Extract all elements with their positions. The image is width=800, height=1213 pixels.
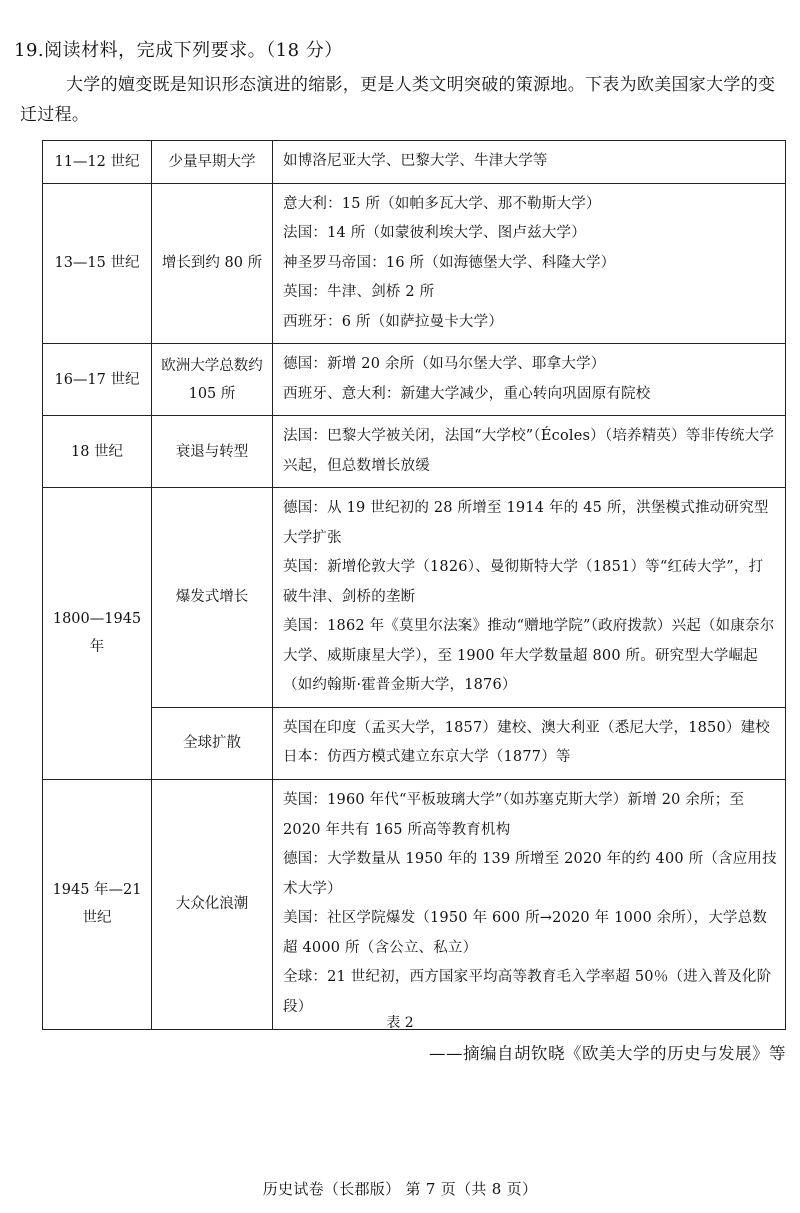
table-row [43, 779, 786, 1029]
phase-cell: 爆发式增长 [152, 488, 273, 708]
table-row [43, 141, 786, 184]
detail-cell [273, 779, 786, 1029]
detail-line: 美国：1862 年《莫里尔法案》推动“赠地学院”（政府拨款）兴起（如康奈尔大学、威斯康星大学），至 1900 年大学数量超 800 所。研究型大学崛起（如约翰斯·霍普金斯大学，1876） [283, 618, 775, 693]
era-cell: 11—12 世纪 [43, 141, 152, 184]
question-title: 19.阅读材料，完成下列要求。（18 分） [14, 40, 343, 61]
era-cell: 18 世纪 [43, 416, 152, 488]
detail-line: 意大利：15 所（如帕多瓦大学、那不勒斯大学） [283, 195, 601, 212]
table-row [43, 488, 786, 708]
table-caption: 表 2 [386, 1015, 414, 1031]
page-footer: 历史试卷（长郡版） 第 7 页（共 8 页） [262, 1180, 538, 1198]
detail-cell [273, 416, 786, 488]
table-row [43, 707, 786, 779]
detail-cell [273, 183, 786, 344]
detail-line: 德国：从 19 世纪初的 28 所增至 1914 年的 45 所，洪堡模式推动研究型大学扩张 [283, 500, 769, 546]
detail-line: 西班牙、意大利：新建大学减少，重心转向巩固原有院校 [283, 385, 651, 402]
detail-line: 英国：牛津、剑桥 2 所 [283, 284, 435, 300]
source-citation: ——摘编自胡钦晓《欧美大学的历史与发展》等 [429, 1044, 786, 1063]
detail-line: 德国：大学数量从 1950 年的 139 所增至 2020 年的约 400 所（含应用技术大学） [283, 851, 777, 897]
detail-cell [273, 141, 786, 184]
detail-line: 神圣罗马帝国：16 所（如海德堡大学、科隆大学） [283, 254, 616, 271]
phase-cell: 大众化浪潮 [152, 779, 273, 1029]
detail-line: 英国在印度（孟买大学，1857）建校、澳大利亚（悉尼大学，1850）建校 [283, 719, 771, 736]
era-cell: 16—17 世纪 [43, 344, 152, 416]
table-row [43, 344, 786, 416]
detail-cell [273, 707, 786, 779]
phase-cell: 欧洲大学总数约 105 所 [152, 344, 273, 416]
detail-line: 英国：1960 年代“平板玻璃大学”（如苏塞克斯大学）新增 20 余所；至 2020 年共有 165 所高等教育机构 [283, 792, 745, 838]
phase-cell: 少量早期大学 [152, 141, 273, 184]
table-row [43, 183, 786, 344]
detail-line: 英国：新增伦敦大学（1826）、曼彻斯特大学（1851）等“红砖大学”，打破牛津、剑桥的垄断 [283, 559, 764, 605]
detail-line: 德国：新增 20 余所（如马尔堡大学、耶拿大学） [283, 356, 606, 372]
era-cell: 13—15 世纪 [43, 183, 152, 344]
phase-cell: 衰退与转型 [152, 416, 273, 488]
detail-line: 美国：社区学院爆发（1950 年 600 所→2020 年 1000 余所），大学总数超 4000 所（含公立、私立） [283, 910, 768, 956]
detail-cell [273, 488, 786, 708]
era-cell: 1800—1945 年 [43, 488, 152, 780]
phase-cell: 全球扩散 [152, 707, 273, 779]
detail-line: 法国：14 所（如蒙彼利埃大学、图卢兹大学） [283, 225, 586, 241]
detail-cell [273, 344, 786, 416]
university-history-table [42, 140, 786, 1030]
detail-line: 日本：仿西方模式建立东京大学（1877）等 [283, 749, 571, 765]
detail-line: 全球：21 世纪初，西方国家平均高等教育毛入学率超 50％（进入普及化阶段） [283, 969, 772, 1015]
question-intro: 大学的嬗变既是知识形态演进的缩影，更是人类文明突破的策源地。下表为欧美国家大学的变迁过程。 [20, 75, 776, 125]
table-row [43, 416, 786, 488]
detail-line: 如博洛尼亚大学、巴黎大学、牛津大学等 [283, 153, 548, 169]
era-cell: 1945 年—21 世纪 [43, 779, 152, 1029]
detail-line: 西班牙：6 所（如萨拉曼卡大学） [283, 313, 504, 330]
phase-cell: 增长到约 80 所 [152, 183, 273, 344]
detail-line: 法国：巴黎大学被关闭，法国“大学校”（Écoles）（培养精英）等非传统大学兴起，但总数增长放缓 [283, 428, 775, 474]
